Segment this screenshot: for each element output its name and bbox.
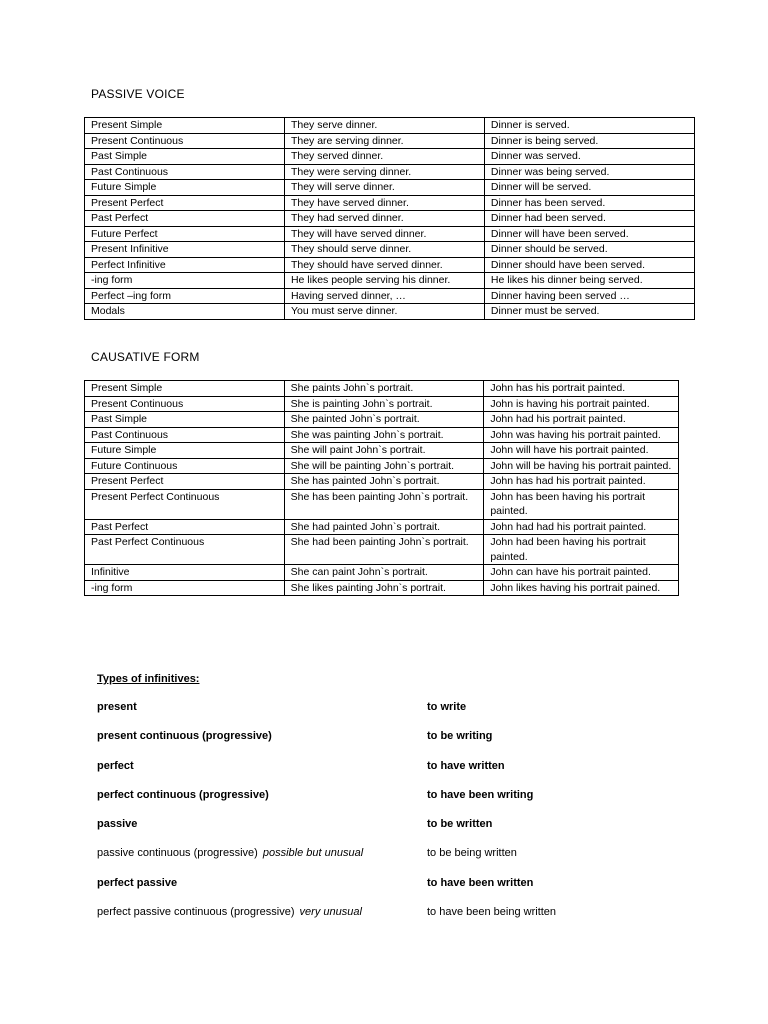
table-row <box>85 211 695 227</box>
infinitive-example: to have been writing <box>427 789 534 801</box>
active-cell: She paints John`s portrait. <box>284 381 484 397</box>
tense-cell: Present Continuous <box>85 396 285 412</box>
transformed-cell: John was having his portrait painted. <box>484 427 679 443</box>
active-cell: You must serve dinner. <box>284 304 484 320</box>
tense-cell: Modals <box>85 304 285 320</box>
transformed-cell: Dinner had been served. <box>484 211 694 227</box>
infinitive-type-text: perfect <box>97 760 134 772</box>
active-cell: Having served dinner, … <box>284 288 484 304</box>
passive-voice-heading: PASSIVE VOICE <box>91 87 185 101</box>
active-cell: They should serve dinner. <box>284 242 484 258</box>
active-cell: She has painted John`s portrait. <box>284 474 484 490</box>
passive-voice-table <box>84 117 695 320</box>
tense-cell: Future Continuous <box>85 458 285 474</box>
active-cell: They have served dinner. <box>284 195 484 211</box>
tense-cell: Future Simple <box>85 180 285 196</box>
table-row <box>85 412 679 428</box>
infinitive-type-text: perfect passive continuous (progressive) <box>97 906 295 918</box>
active-cell: They should have served dinner. <box>284 257 484 273</box>
active-cell: They served dinner. <box>284 149 484 165</box>
table-row <box>85 565 679 581</box>
active-cell: She will be painting John`s portrait. <box>284 458 484 474</box>
transformed-cell: John is having his portrait painted. <box>484 396 679 412</box>
transformed-cell: John will be having his portrait painted. <box>484 458 679 474</box>
transformed-cell: Dinner will have been served. <box>484 226 694 242</box>
infinitive-type-label <box>97 760 134 772</box>
table-row <box>85 580 679 596</box>
infinitive-row <box>97 818 657 834</box>
active-cell: She is painting John`s portrait. <box>284 396 484 412</box>
tense-cell: Past Continuous <box>85 427 285 443</box>
table-row <box>85 180 695 196</box>
transformed-cell: Dinner is being served. <box>484 133 694 149</box>
infinitive-example: to write <box>427 701 467 713</box>
infinitive-type-text: present continuous (progressive) <box>97 730 272 742</box>
table-row <box>85 489 679 519</box>
tense-cell: Past Perfect Continuous <box>85 535 285 565</box>
active-cell: They will have served dinner. <box>284 226 484 242</box>
active-cell: She had been painting John`s portrait. <box>284 535 484 565</box>
tense-cell: Past Perfect <box>85 519 285 535</box>
table-row <box>85 458 679 474</box>
active-cell: They serve dinner. <box>284 118 484 134</box>
tense-cell: Future Simple <box>85 443 285 459</box>
active-cell: She painted John`s portrait. <box>284 412 484 428</box>
table-row <box>85 226 695 242</box>
tense-cell: Past Continuous <box>85 164 285 180</box>
infinitive-type-label <box>97 730 272 742</box>
infinitive-type-text: passive <box>97 818 138 830</box>
table-row <box>85 242 695 258</box>
infinitive-type-text: perfect continuous (progressive) <box>97 789 269 801</box>
table-row <box>85 149 695 165</box>
transformed-cell: John likes having his portrait pained. <box>484 580 679 596</box>
transformed-cell: John has been having his portrait painted. <box>484 489 679 519</box>
transformed-cell: Dinner has been served. <box>484 195 694 211</box>
transformed-cell: Dinner should have been served. <box>484 257 694 273</box>
table-row <box>85 195 695 211</box>
tense-cell: Infinitive <box>85 565 285 581</box>
tense-cell: Past Simple <box>85 412 285 428</box>
infinitive-type-label <box>97 789 269 801</box>
transformed-cell: Dinner is served. <box>484 118 694 134</box>
infinitive-example: to be writing <box>427 730 493 742</box>
infinitive-type-text: perfect passive <box>97 877 178 889</box>
transformed-cell: Dinner having been served … <box>484 288 694 304</box>
active-cell: She likes painting John`s portrait. <box>284 580 484 596</box>
causative-form-heading: CAUSATIVE FORM <box>91 350 200 364</box>
tense-cell: Present Simple <box>85 118 285 134</box>
table-row <box>85 474 679 490</box>
infinitive-row <box>97 847 657 863</box>
infinitive-example: to be written <box>427 818 493 830</box>
tense-cell: Present Infinitive <box>85 242 285 258</box>
table-row <box>85 273 695 289</box>
infinitive-row <box>97 789 657 805</box>
table-row <box>85 443 679 459</box>
transformed-cell: John has his portrait painted. <box>484 381 679 397</box>
transformed-cell: Dinner was served. <box>484 149 694 165</box>
table-row <box>85 118 695 134</box>
infinitive-type-label <box>97 847 363 859</box>
table-row <box>85 164 695 180</box>
infinitive-type-text: passive continuous (progressive) <box>97 847 258 859</box>
table-row <box>85 427 679 443</box>
active-cell: She has been painting John`s portrait. <box>284 489 484 519</box>
tense-cell: -ing form <box>85 580 285 596</box>
transformed-cell: John had had his portrait painted. <box>484 519 679 535</box>
active-cell: She can paint John`s portrait. <box>284 565 484 581</box>
infinitive-type-label <box>97 877 177 889</box>
transformed-cell: He likes his dinner being served. <box>484 273 694 289</box>
infinitive-note: very unusual <box>299 906 362 918</box>
active-cell: She had painted John`s portrait. <box>284 519 484 535</box>
transformed-cell: Dinner must be served. <box>484 304 694 320</box>
active-cell: They were serving dinner. <box>284 164 484 180</box>
transformed-cell: Dinner was being served. <box>484 164 694 180</box>
transformed-cell: John can have his portrait painted. <box>484 565 679 581</box>
active-cell: She will paint John`s portrait. <box>284 443 484 459</box>
tense-cell: -ing form <box>85 273 285 289</box>
infinitive-row <box>97 730 657 746</box>
tense-cell: Present Simple <box>85 381 285 397</box>
table-row <box>85 535 679 565</box>
tense-cell: Future Perfect <box>85 226 285 242</box>
active-cell: He likes people serving his dinner. <box>284 273 484 289</box>
table-row <box>85 304 695 320</box>
infinitive-type-label <box>97 818 137 830</box>
tense-cell: Present Continuous <box>85 133 285 149</box>
transformed-cell: John will have his portrait painted. <box>484 443 679 459</box>
infinitive-note: possible but unusual <box>262 847 364 859</box>
transformed-cell: John had his portrait painted. <box>484 412 679 428</box>
tense-cell: Perfect Infinitive <box>85 257 285 273</box>
tense-cell: Present Perfect Continuous <box>85 489 285 519</box>
table-row <box>85 288 695 304</box>
infinitive-example: to have been written <box>427 877 534 889</box>
infinitive-row <box>97 906 657 922</box>
infinitive-type-label <box>97 701 137 713</box>
table-row <box>85 257 695 273</box>
active-cell: She was painting John`s portrait. <box>284 427 484 443</box>
table-row <box>85 133 695 149</box>
tense-cell: Present Perfect <box>85 195 285 211</box>
tense-cell: Past Simple <box>85 149 285 165</box>
table-row <box>85 381 679 397</box>
tense-cell: Perfect –ing form <box>85 288 285 304</box>
infinitive-row <box>97 760 657 776</box>
infinitives-heading: Types of infinitives: <box>97 673 200 685</box>
table-row <box>85 519 679 535</box>
infinitive-type-text: present <box>97 701 137 713</box>
infinitive-example: to have been being written <box>427 906 557 918</box>
infinitive-row <box>97 701 657 717</box>
active-cell: They had served dinner. <box>284 211 484 227</box>
transformed-cell: Dinner should be served. <box>484 242 694 258</box>
infinitive-type-label <box>97 906 362 918</box>
transformed-cell: Dinner will be served. <box>484 180 694 196</box>
tense-cell: Present Perfect <box>85 474 285 490</box>
infinitive-example: to be being written <box>427 847 517 859</box>
table-row <box>85 396 679 412</box>
transformed-cell: John has had his portrait painted. <box>484 474 679 490</box>
transformed-cell: John had been having his portrait painted. <box>484 535 679 565</box>
active-cell: They will serve dinner. <box>284 180 484 196</box>
tense-cell: Past Perfect <box>85 211 285 227</box>
causative-form-table <box>84 380 679 596</box>
infinitive-example: to have written <box>427 760 505 772</box>
active-cell: They are serving dinner. <box>284 133 484 149</box>
infinitive-row <box>97 877 657 893</box>
